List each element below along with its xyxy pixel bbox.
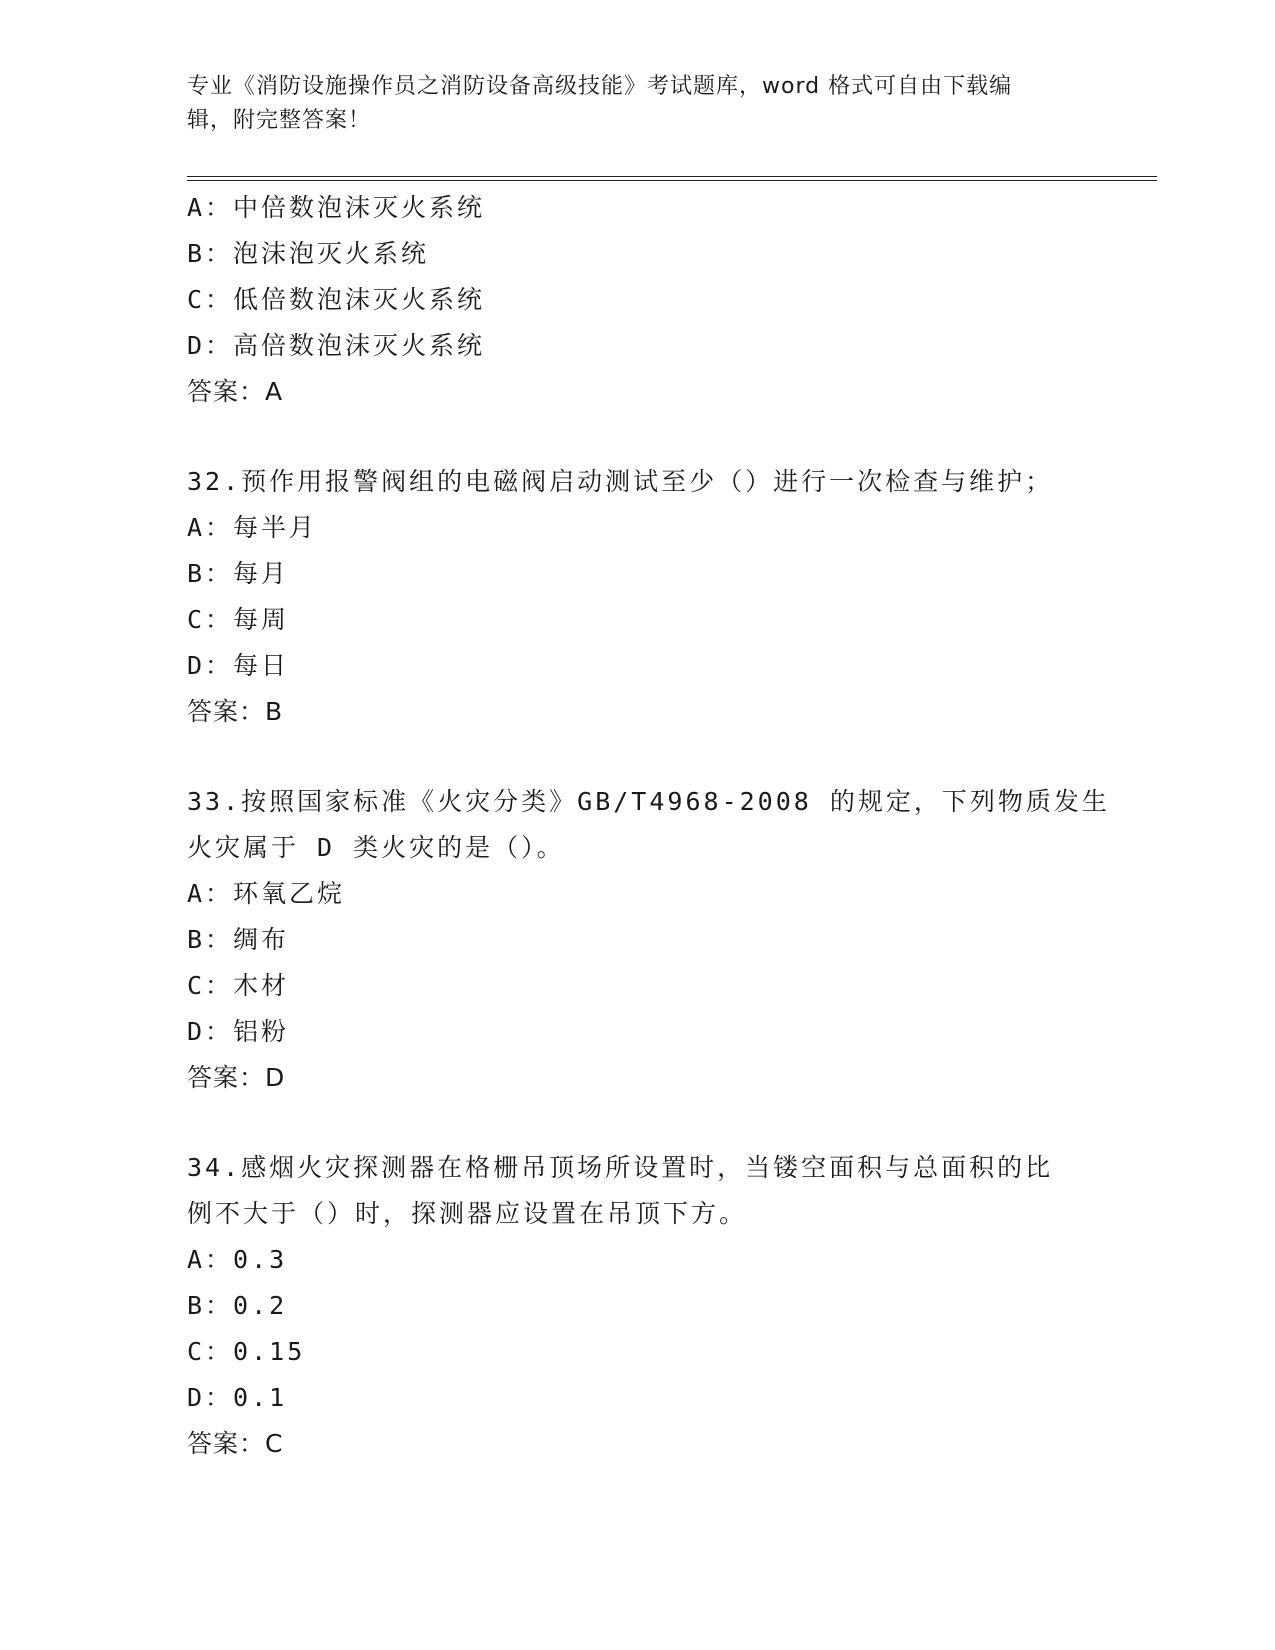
option-b: B：绸布 <box>187 925 290 954</box>
header-divider <box>187 176 1157 181</box>
option-c: C：0.15 <box>187 1337 306 1366</box>
document-page <box>187 70 1157 1467</box>
question-34 <box>187 1145 1157 1467</box>
question-33 <box>187 779 1157 1101</box>
header-line-2: 辑，附完整答案！ <box>187 108 372 133</box>
spacer <box>187 735 1157 779</box>
option-d: D：每日 <box>187 651 290 680</box>
option-c: C：每周 <box>187 605 290 634</box>
answer: 答案：B <box>187 697 284 726</box>
spacer <box>187 415 1157 459</box>
option-a: A：0.3 <box>187 1245 288 1274</box>
option-a: A：环氧乙烷 <box>187 879 346 908</box>
option-c: C：低倍数泡沫灭火系统 <box>187 285 486 314</box>
document-header <box>187 70 1067 138</box>
question-stem-line-1: 33.按照国家标准《火灾分类》GB/T4968-2008 的规定，下列物质发生 <box>187 787 1110 816</box>
option-b: B：泡沫泡灭火系统 <box>187 239 430 268</box>
question-stem: 32.预作用报警阀组的电磁阀启动测试至少（）进行一次检查与维护； <box>187 467 1054 496</box>
option-c: C：木材 <box>187 971 290 1000</box>
option-d: D：高倍数泡沫灭火系统 <box>187 331 486 360</box>
answer: 答案：D <box>187 1063 286 1092</box>
question-31 <box>187 185 1157 415</box>
question-stem-line-2: 例不大于（）时，探测器应设置在吊顶下方。 <box>187 1199 748 1228</box>
answer: 答案：A <box>187 377 284 406</box>
question-stem-line-2: 火灾属于 D 类火灾的是（）。 <box>187 833 565 862</box>
spacer <box>187 1101 1157 1145</box>
option-b: B：每月 <box>187 559 290 588</box>
question-32 <box>187 459 1157 735</box>
option-a: A：每半月 <box>187 513 318 542</box>
option-d: D：0.1 <box>187 1383 288 1412</box>
option-b: B：0.2 <box>187 1291 288 1320</box>
question-stem-line-1: 34.感烟火灾探测器在格栅吊顶场所设置时，当镂空面积与总面积的比 <box>187 1153 1054 1182</box>
answer: 答案：C <box>187 1429 284 1458</box>
header-line-1: 专业《消防设施操作员之消防设备高级技能》考试题库，word 格式可自由下载编 <box>187 74 1013 99</box>
option-d: D：铝粉 <box>187 1017 290 1046</box>
option-a: A：中倍数泡沫灭火系统 <box>187 193 486 222</box>
